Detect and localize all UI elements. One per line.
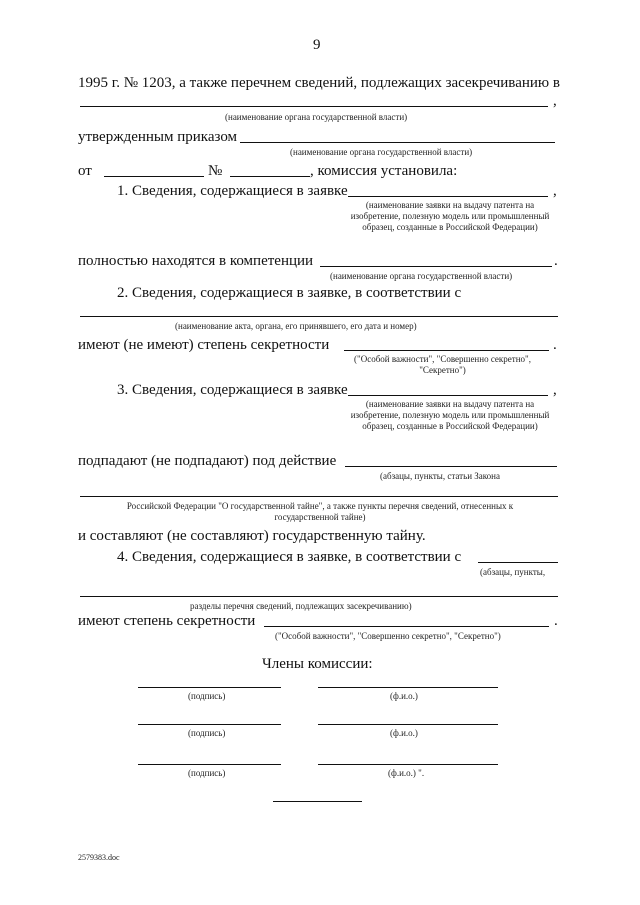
- footer-doc-name: 2579383.doc: [78, 853, 120, 862]
- signature-line-2: [138, 724, 281, 725]
- signature-hint-1: (подпись): [188, 691, 226, 701]
- item3-application-blank-line: [348, 395, 548, 396]
- item3-label: 3. Сведения, содержащиеся в заявке: [117, 382, 348, 398]
- fio-line-3: [318, 764, 498, 765]
- dot: .: [553, 337, 557, 353]
- established-label: , комиссия установила:: [310, 163, 458, 179]
- signature-hint-3: (подпись): [188, 768, 226, 778]
- item2-secrecy-label: имеют (не имеют) степень секретности: [78, 337, 330, 353]
- number-sign: №: [208, 163, 223, 179]
- authority-blank-line: [80, 106, 548, 107]
- date-blank-line: [104, 176, 204, 177]
- item3-list-hint: Российской Федерации "О государственной тайне", а также пункты перечня сведений, отнесенных к государственной тайне): [126, 501, 514, 522]
- signature-line-3: [138, 764, 281, 765]
- item4-paragraphs-hint: (абзацы, пункты,: [480, 567, 546, 577]
- item3-law-blank-line: [345, 466, 557, 467]
- item2-act-hint: (наименование акта, органа, его принявшего, его дата и номер): [175, 321, 417, 331]
- item3-application-hint: (наименование заявки на выдачу патента на изобретение, полезную модель или промышленный образец, созданные в Российской Федерации): [350, 399, 550, 431]
- item4-sections-blank-line: [80, 596, 558, 597]
- item2-secrecy-blank-line: [344, 350, 549, 351]
- item4-paragraphs-blank-line: [478, 562, 558, 563]
- commission-title: Члены комиссии:: [262, 656, 373, 672]
- approved-label: утвержденным приказом: [78, 129, 238, 145]
- competence-authority-blank-line: [320, 266, 552, 267]
- item4-secrecy-label: имеют степень секретности: [78, 613, 256, 629]
- from-label: от: [78, 163, 92, 179]
- item3-constitute-label: и составляют (не составляют) государственную тайну.: [78, 528, 426, 544]
- item1-label: 1. Сведения, содержащиеся в заявке: [117, 183, 348, 199]
- signature-hint-2: (подпись): [188, 728, 226, 738]
- item1-application-blank-line: [348, 196, 548, 197]
- intro-line: 1995 г. № 1203, а также перечнем сведений, подлежащих засекречиванию в: [78, 75, 560, 91]
- fio-hint-3: (ф.и.о.) ".: [388, 768, 425, 778]
- fio-hint-2: (ф.и.о.): [390, 728, 418, 738]
- fio-line-1: [318, 687, 498, 688]
- item2-label: 2. Сведения, содержащиеся в заявке, в соответствии с: [117, 285, 462, 301]
- authority-hint: (наименование органа государственной власти): [225, 112, 408, 122]
- item3-law-hint: (абзацы, пункты, статьи Закона: [380, 471, 500, 481]
- page-number: 9: [313, 37, 321, 53]
- item4-sections-hint: разделы перечня сведений, подлежащих засекречиванию): [190, 601, 412, 611]
- order-authority-hint: (наименование органа государственной власти): [290, 147, 473, 157]
- item3-subject-label: подпадают (не подпадают) под действие: [78, 453, 337, 469]
- item4-secrecy-blank-line: [264, 626, 549, 627]
- comma: ,: [553, 93, 557, 109]
- competence-label: полностью находятся в компетенции: [78, 253, 314, 269]
- comma: ,: [553, 382, 557, 398]
- item2-secrecy-hint: ("Особой важности", "Совершенно секретно", "Секретно"): [354, 354, 531, 375]
- order-number-blank-line: [230, 176, 310, 177]
- item3-list-blank-line: [80, 496, 558, 497]
- item4-label: 4. Сведения, содержащиеся в заявке, в соответствии с: [117, 549, 462, 565]
- dot: .: [554, 613, 558, 629]
- item2-act-blank-line: [80, 316, 558, 317]
- fio-line-2: [318, 724, 498, 725]
- order-authority-blank-line: [240, 142, 555, 143]
- closing-line: [273, 801, 362, 802]
- fio-hint-1: (ф.и.о.): [390, 691, 418, 701]
- item1-application-hint: (наименование заявки на выдачу патента на изобретение, полезную модель или промышленный образец, созданные в Российской Федерации): [350, 200, 550, 232]
- dot: .: [554, 253, 558, 269]
- item4-secrecy-hint: ("Особой важности", "Совершенно секретно", "Секретно"): [275, 631, 501, 641]
- comma: ,: [553, 183, 557, 199]
- signature-line-1: [138, 687, 281, 688]
- competence-authority-hint: (наименование органа государственной власти): [330, 271, 513, 281]
